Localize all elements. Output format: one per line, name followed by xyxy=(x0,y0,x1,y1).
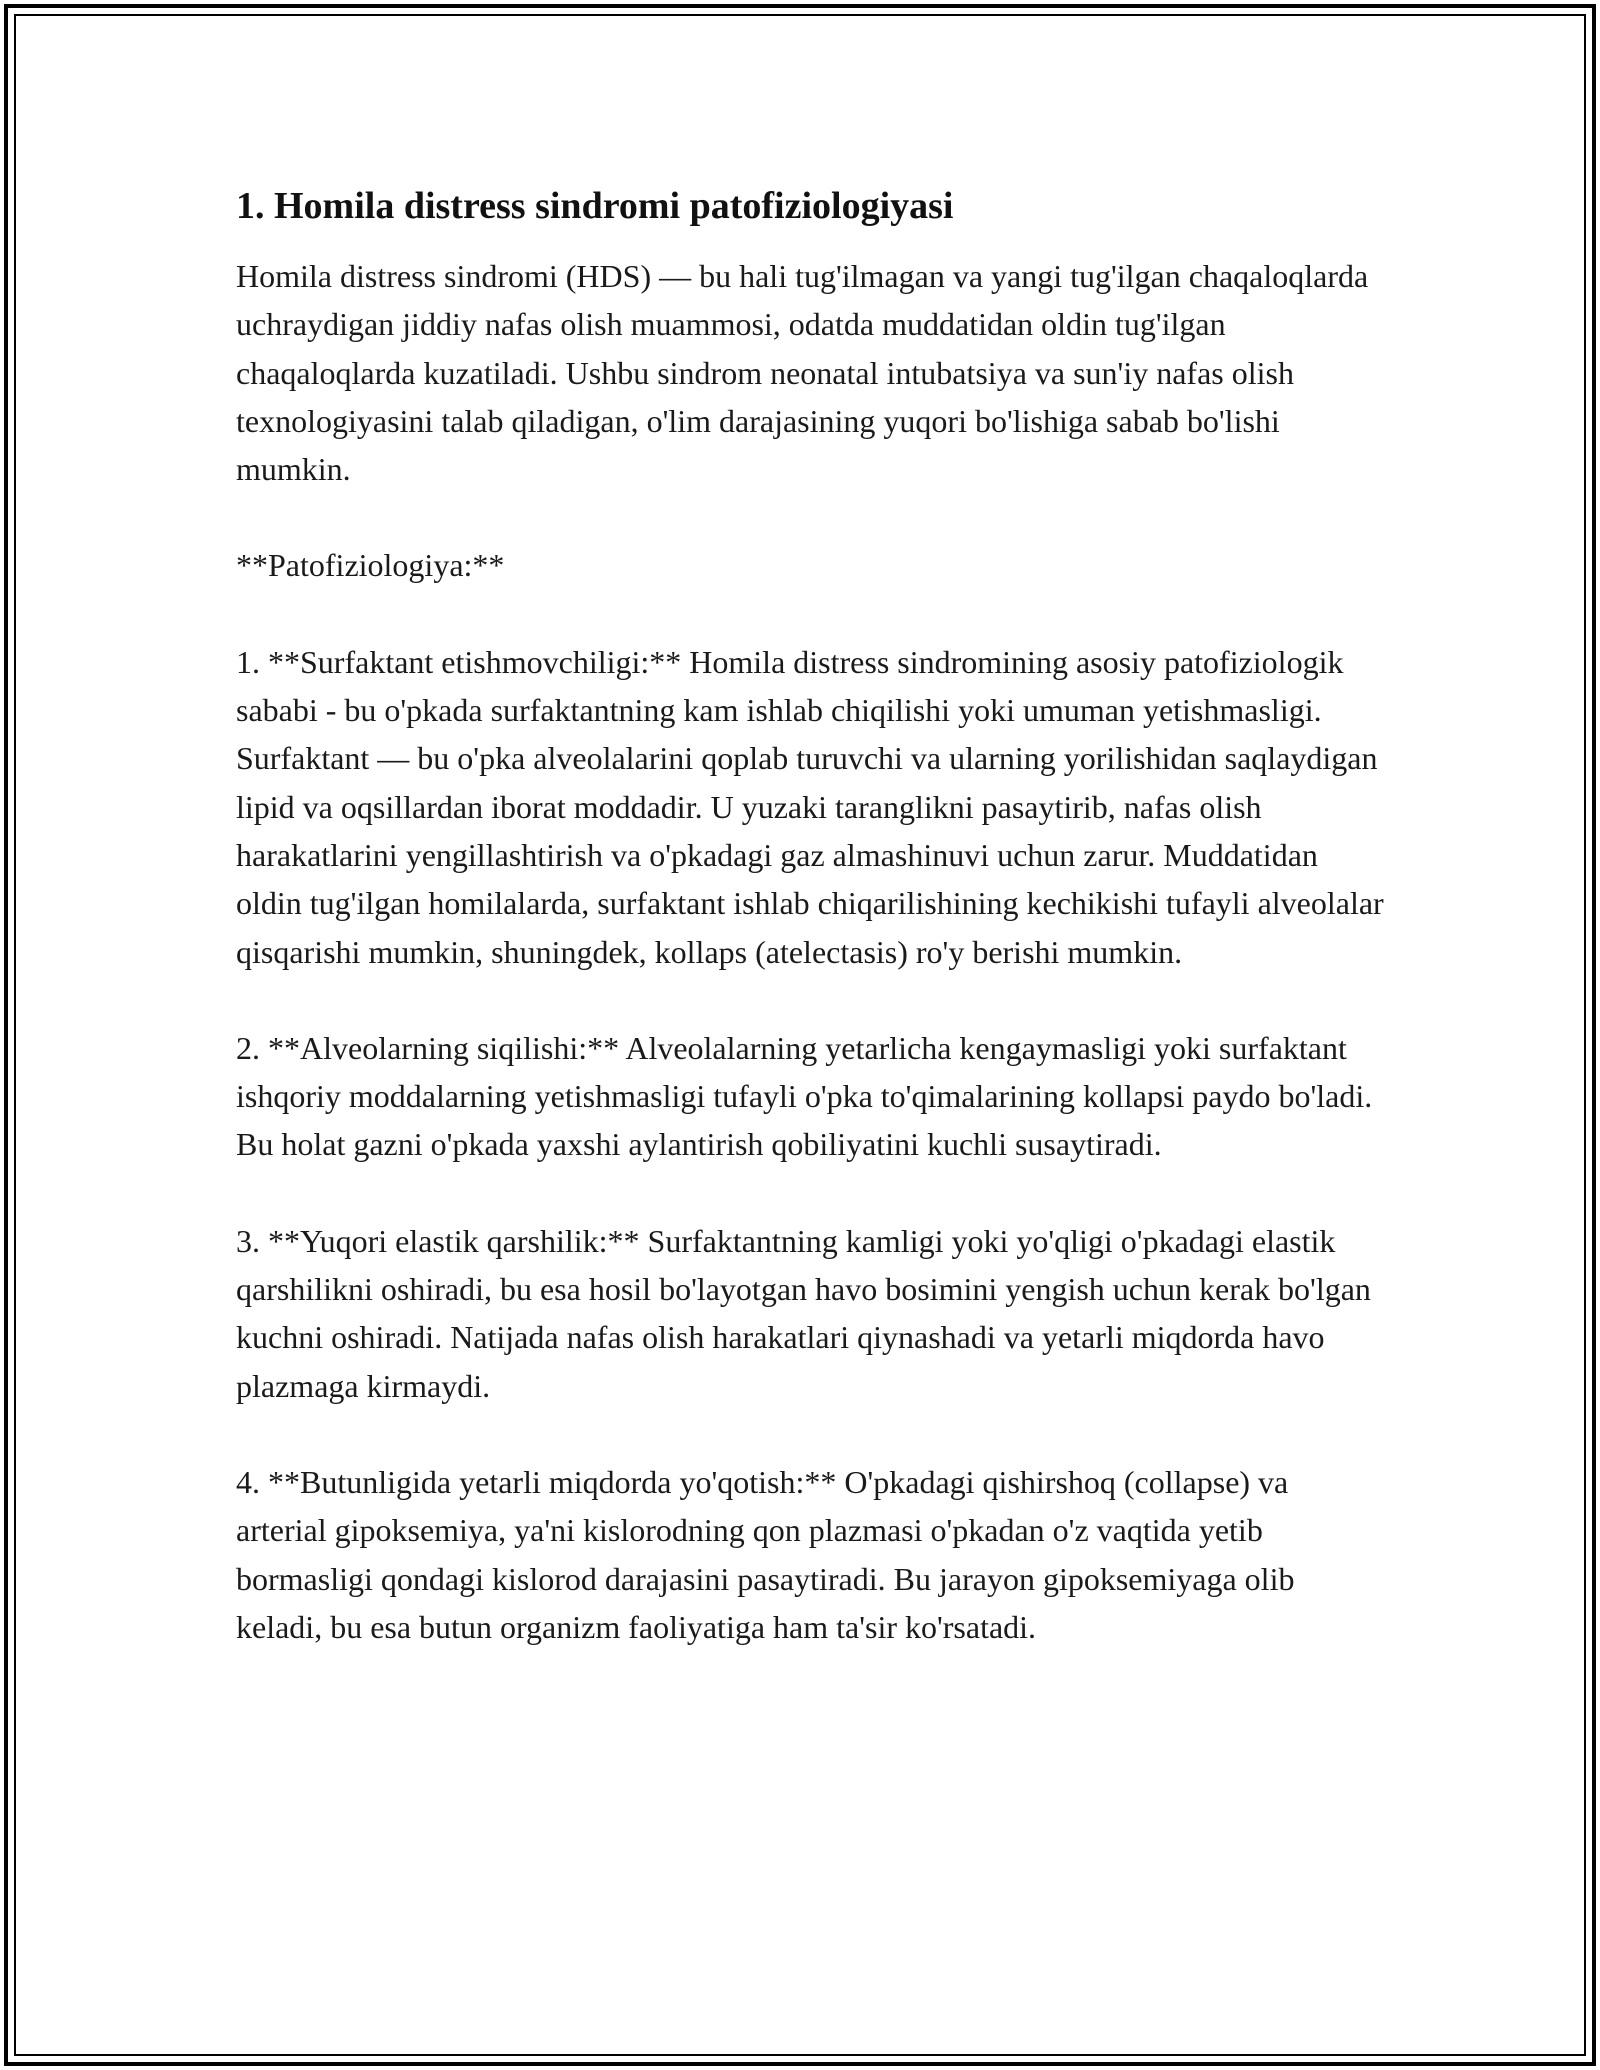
list-item-elastic-resistance: 3. **Yuqori elastik qarshilik:** Surfaktantning kamligi yoki yo'qligi o'pkadagi elastik qarshilikni oshiradi, bu esa hosil bo'layotgan havo bosimini yengish uchun kerak bo'lgan kuchni oshiradi. Natijada nafas olish harakatlari qiynashadi va yetarli miqdorda havo plazmaga kirmaydi. xyxy=(236,1222,1371,1404)
intro-paragraph: Homila distress sindromi (HDS) — bu hali tug'ilmagan va yangi tug'ilgan chaqaloqlarda uchraydigan jiddiy nafas olish muammosi, odatda muddatidan oldin tug'ilgan chaqaloqlarda kuzatiladi. Ushbu sindrom neonatal intubatsiya va sun'iy nafas olish texnologiyasini talab qiladigan, o'lim darajasining yuqori bo'lishiga sabab bo'lishi mumkin. xyxy=(236,258,1369,488)
subheading-paragraph: **Patofiziologiya:** xyxy=(236,547,505,584)
document-body xyxy=(236,182,1386,1651)
list-item-surfactant: 1. **Surfaktant etishmovchiligi:** Homila distress sindromining asosiy patofiziologik sababi - bu o'pkada surfaktantning kam ishlab chiqilishi yoki umuman yetishmasligi. Surfaktant — bu o'pka alveolalarini qoplab turuvchi va ularning yorilishidan saqlaydigan lipid va oqsillardan iborat moddadir. U yuzaki taranglikni pasaytirib, nafas olish harakatlarini yengillashtirish va o'pkadagi gaz almashinuvi uchun zarur. Muddatidan oldin tug'ilgan homilalarda, surfaktant ishlab chiqarilishining kechikishi tufayli alveolalar qisqarishi mumkin, shuningdek, kollaps (atelectasis) ro'y berishi mumkin. xyxy=(236,643,1384,970)
list-item-loss: 4. **Butunligida yetarli miqdorda yo'qotish:** O'pkadagi qishirshoq (collapse) va arterial gipoksemiya, ya'ni kislorodning qon plazmasi o'pkadan o'z vaqtida yetib bormasligi qondagi kislorod darajasini pasaytiradi. Bu jarayon gipoksemiyaga olib keladi, bu esa butun organizm faoliyatiga ham ta'sir ko'rsatadi. xyxy=(236,1463,1295,1645)
list-item-alveolar-compression: 2. **Alveolarning siqilishi:** Alveolalarning yetarlicha kengaymasligi yoki surfaktant ishqoriy moddalarning yetishmasligi tufayli o'pka to'qimalarining kollapsi paydo bo'ladi. Bu holat gazni o'pkada yaxshi aylantirish qobiliyatini kuchli susaytiradi. xyxy=(236,1029,1373,1163)
section-heading: 1. Homila distress sindromi patofiziologiyasi xyxy=(236,185,954,227)
